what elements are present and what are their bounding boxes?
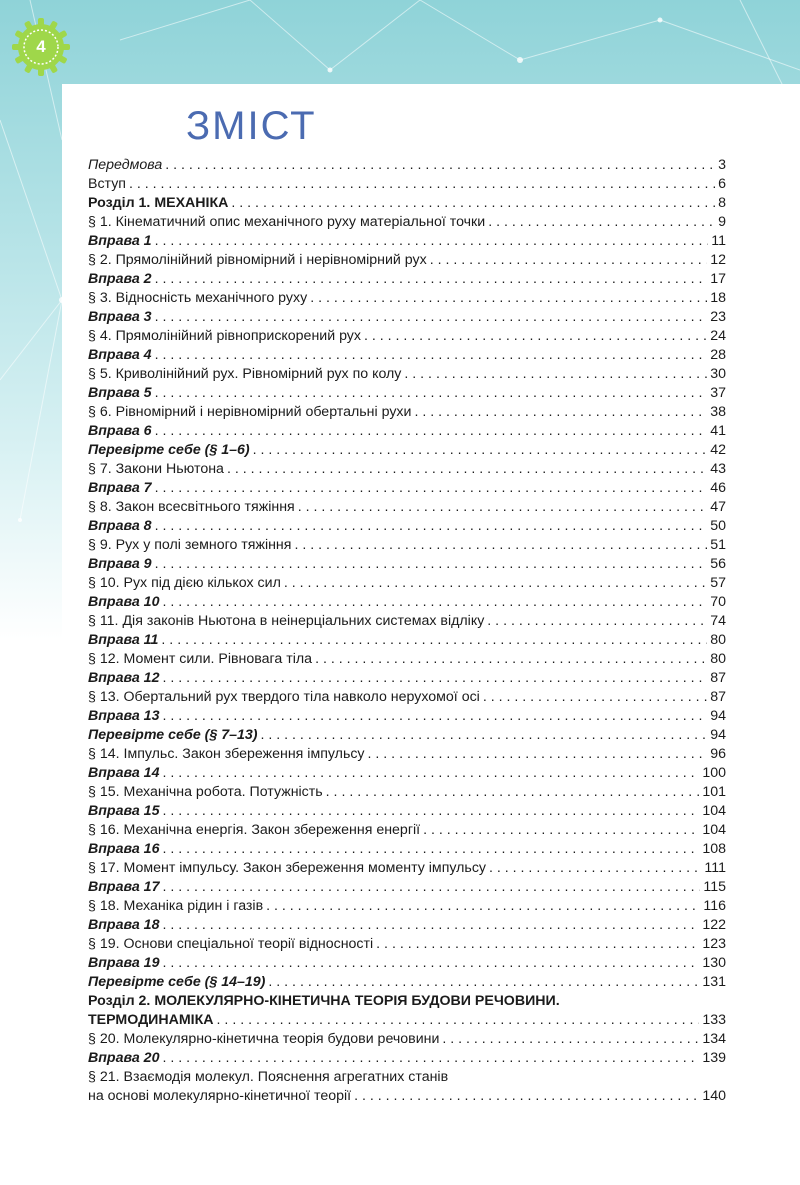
toc-section-heading[interactable] bbox=[88, 992, 726, 1011]
toc-entry-title: § 16. Механічна енергія. Закон збереження енергії bbox=[88, 822, 421, 838]
toc-entry-page: 42 bbox=[710, 442, 726, 458]
toc-entry[interactable] bbox=[88, 669, 726, 688]
toc-entry[interactable] bbox=[88, 935, 726, 954]
toc-entry-title: Перевірте себе (§ 1–6) bbox=[88, 442, 250, 458]
toc-entry-title: Вправа 18 bbox=[88, 917, 160, 933]
toc-entry-title: Вправа 6 bbox=[88, 423, 152, 439]
toc-entry[interactable] bbox=[88, 251, 726, 270]
toc-entry[interactable] bbox=[88, 973, 726, 992]
toc-entry-title: § 17. Момент імпульсу. Закон збереження моменту імпульсу bbox=[88, 860, 487, 876]
toc-leader-dots bbox=[129, 175, 715, 194]
toc-entry-page: 108 bbox=[702, 841, 726, 857]
toc-entry[interactable] bbox=[88, 175, 726, 194]
toc-entry-page: 11 bbox=[711, 233, 726, 249]
toc-entry[interactable] bbox=[88, 593, 726, 612]
toc-entry-title: § 15. Механічна робота. Потужність bbox=[88, 784, 323, 800]
toc-entry-page: 139 bbox=[702, 1050, 726, 1066]
toc-leader-dots bbox=[155, 232, 709, 251]
toc-entry-page: 111 bbox=[704, 860, 726, 876]
page-number-badge bbox=[10, 16, 72, 78]
toc-entry-page: 133 bbox=[702, 1012, 726, 1028]
toc-entry[interactable] bbox=[88, 821, 726, 840]
toc-entry-title: § 11. Дія законів Ньютона в неінерціальних системах відліку bbox=[88, 613, 485, 629]
toc-entry[interactable] bbox=[88, 802, 726, 821]
toc-entry-title: § 6. Рівномірний і нерівномірний обертальні рухи bbox=[88, 404, 412, 420]
toc-leader-dots bbox=[489, 859, 701, 878]
toc-leader-dots bbox=[266, 897, 700, 916]
toc-leader-dots bbox=[162, 916, 699, 935]
toc-entry-title: Вправа 9 bbox=[88, 556, 152, 572]
toc-entry-page: 43 bbox=[710, 461, 726, 477]
toc-entry-title-line1: § 21. Взаємодія молекул. Пояснення агрегатних станів bbox=[88, 1069, 449, 1085]
toc-leader-dots bbox=[155, 517, 708, 536]
toc-leader-dots bbox=[155, 384, 708, 403]
toc-entry-page: 9 bbox=[718, 214, 726, 230]
toc-entry-page: 94 bbox=[710, 708, 726, 724]
toc-leader-dots bbox=[155, 555, 708, 574]
toc-entry[interactable] bbox=[88, 612, 726, 631]
toc-entry[interactable] bbox=[88, 840, 726, 859]
toc-entry-page: 140 bbox=[702, 1088, 726, 1104]
toc-entry[interactable] bbox=[88, 878, 726, 897]
toc-entry[interactable] bbox=[88, 954, 726, 973]
toc-entry-page: 12 bbox=[710, 252, 726, 268]
toc-entry-page: 104 bbox=[702, 822, 726, 838]
toc-leader-dots bbox=[298, 498, 707, 517]
toc-entry-title: Розділ 1. МЕХАНІКА bbox=[88, 195, 229, 211]
toc-entry-title: Вправа 4 bbox=[88, 347, 152, 363]
toc-entry-page: 123 bbox=[702, 936, 726, 952]
toc-entry-page: 122 bbox=[702, 917, 726, 933]
toc-entry[interactable] bbox=[88, 365, 726, 384]
toc-entry[interactable] bbox=[88, 555, 726, 574]
toc-entry-title: Вправа 11 bbox=[88, 632, 159, 648]
toc-leader-dots bbox=[326, 783, 700, 802]
toc-entry-title: § 18. Механіка рідин і газів bbox=[88, 898, 264, 914]
toc-entry-page: 47 bbox=[710, 499, 726, 515]
toc-entry-page: 30 bbox=[710, 366, 726, 382]
toc-entry-page: 3 bbox=[718, 157, 726, 173]
page-number: 4 bbox=[36, 37, 46, 56]
toc-leader-dots bbox=[165, 156, 715, 175]
toc-leader-dots bbox=[162, 707, 707, 726]
toc-entry[interactable] bbox=[88, 213, 726, 232]
toc-entry[interactable] bbox=[88, 916, 726, 935]
toc-leader-dots bbox=[155, 479, 708, 498]
toc-entry-page: 101 bbox=[702, 784, 726, 800]
toc-entry-title: § 5. Криволінійний рух. Рівномірний рух по колу bbox=[88, 366, 402, 382]
toc-entry-title: Вправа 2 bbox=[88, 271, 152, 287]
toc-leader-dots bbox=[315, 650, 707, 669]
toc-entry[interactable] bbox=[88, 232, 726, 251]
toc-leader-dots bbox=[430, 251, 708, 270]
toc-entry[interactable] bbox=[88, 460, 726, 479]
toc-entry-title: Вправа 5 bbox=[88, 385, 152, 401]
toc-entry[interactable] bbox=[88, 441, 726, 460]
toc-entry[interactable] bbox=[88, 707, 726, 726]
toc-entry-title: Вправа 7 bbox=[88, 480, 152, 496]
toc-entry-title: Вправа 3 bbox=[88, 309, 152, 325]
toc-leader-dots bbox=[217, 1011, 700, 1030]
toc-entry[interactable] bbox=[88, 517, 726, 536]
toc-leader-dots bbox=[227, 460, 707, 479]
toc-leader-dots bbox=[483, 688, 707, 707]
toc-entry[interactable] bbox=[88, 327, 726, 346]
toc-entry[interactable] bbox=[88, 650, 726, 669]
toc-leader-dots bbox=[162, 954, 699, 973]
toc-entry-page: 23 bbox=[710, 309, 726, 325]
toc-leader-dots bbox=[487, 612, 707, 631]
toc-entry-page: 116 bbox=[703, 898, 726, 914]
toc-entry-title-line2: на основі молекулярно-кінетичної теорії bbox=[88, 1088, 352, 1104]
toc-entry-cont[interactable] bbox=[88, 1087, 726, 1106]
toc-leader-dots bbox=[155, 308, 708, 327]
toc-entry-page: 46 bbox=[710, 480, 726, 496]
toc-entry-title: § 9. Рух у полі земного тяжіння bbox=[88, 537, 292, 553]
toc-entry-title: Вправа 16 bbox=[88, 841, 160, 857]
toc-leader-dots bbox=[261, 726, 708, 745]
toc-entry-page: 18 bbox=[710, 290, 726, 306]
toc-entry-title: § 12. Момент сили. Рівновага тіла bbox=[88, 651, 313, 667]
page-title: ЗМІСТ bbox=[186, 104, 317, 148]
toc-leader-dots bbox=[442, 1030, 699, 1049]
toc-entry-page: 130 bbox=[702, 955, 726, 971]
toc-leader-dots bbox=[364, 327, 707, 346]
toc-leader-dots bbox=[423, 821, 699, 840]
toc-entry[interactable] bbox=[88, 1049, 726, 1068]
toc-leader-dots bbox=[404, 365, 707, 384]
toc-entry[interactable] bbox=[88, 346, 726, 365]
toc-entry[interactable] bbox=[88, 403, 726, 422]
toc-entry-page: 96 bbox=[710, 746, 726, 762]
toc-leader-dots bbox=[231, 194, 715, 213]
toc-entry-page: 115 bbox=[703, 879, 726, 895]
toc-entry[interactable] bbox=[88, 156, 726, 175]
toc-entry-title: Вправа 1 bbox=[88, 233, 152, 249]
toc-entry-title: § 19. Основи спеціальної теорії відносності bbox=[88, 936, 374, 952]
toc-leader-dots bbox=[155, 270, 708, 289]
toc-leader-dots bbox=[161, 631, 707, 650]
toc-entry-title: Вправа 19 bbox=[88, 955, 160, 971]
toc-entry[interactable] bbox=[88, 897, 726, 916]
toc-entry-page: 8 bbox=[718, 195, 726, 211]
toc-entry-title: Вступ bbox=[88, 176, 126, 192]
toc-entry-page: 87 bbox=[710, 689, 726, 705]
toc-entry-page: 134 bbox=[702, 1031, 726, 1047]
toc-entry-page: 38 bbox=[710, 404, 726, 420]
toc-entry[interactable] bbox=[88, 1030, 726, 1049]
toc-entry-title: § 10. Рух під дією кількох сил bbox=[88, 575, 281, 591]
toc-entry-title: § 20. Молекулярно-кінетична теорія будови речовини bbox=[88, 1031, 440, 1047]
toc-leader-dots bbox=[155, 422, 708, 441]
toc-entry[interactable] bbox=[88, 422, 726, 441]
toc-leader-dots bbox=[414, 403, 707, 422]
toc-section-title-line2: ТЕРМОДИНАМІКА bbox=[88, 1012, 214, 1028]
toc-entry[interactable] bbox=[88, 688, 726, 707]
toc-entry[interactable] bbox=[88, 745, 726, 764]
toc-entry-page: 56 bbox=[710, 556, 726, 572]
toc-entry[interactable] bbox=[88, 289, 726, 308]
toc-entry-page: 87 bbox=[710, 670, 726, 686]
toc-leader-dots bbox=[354, 1087, 699, 1106]
toc-entry-page: 80 bbox=[710, 632, 726, 648]
toc-entry-page: 74 bbox=[710, 613, 726, 629]
toc-entry[interactable] bbox=[88, 764, 726, 783]
toc-leader-dots bbox=[294, 536, 707, 555]
toc-entry-page: 57 bbox=[710, 575, 726, 591]
toc-entry-page: 94 bbox=[710, 727, 726, 743]
toc-entry-title: Вправа 14 bbox=[88, 765, 160, 781]
toc-leader-dots bbox=[253, 441, 708, 460]
toc-entry-title: Вправа 15 bbox=[88, 803, 160, 819]
toc-entry[interactable] bbox=[88, 859, 726, 878]
toc-entry[interactable] bbox=[88, 783, 726, 802]
table-of-contents bbox=[88, 156, 726, 1106]
toc-entry[interactable] bbox=[88, 631, 726, 650]
toc-entry-title: Передмова bbox=[88, 157, 163, 173]
toc-entry[interactable] bbox=[88, 498, 726, 517]
toc-entry-title: § 14. Імпульс. Закон збереження імпульсу bbox=[88, 746, 365, 762]
toc-entry-title: § 8. Закон всесвітнього тяжіння bbox=[88, 499, 295, 515]
toc-leader-dots bbox=[162, 669, 707, 688]
toc-entry-page: 37 bbox=[710, 385, 726, 401]
toc-leader-dots bbox=[376, 935, 699, 954]
toc-entry-page: 17 bbox=[710, 271, 726, 287]
toc-entry-page: 100 bbox=[702, 765, 726, 781]
toc-entry-page: 51 bbox=[710, 537, 726, 553]
toc-entry-title: § 13. Обертальний рух твердого тіла навколо нерухомої осі bbox=[88, 689, 480, 705]
toc-leader-dots bbox=[162, 593, 707, 612]
toc-entry[interactable] bbox=[88, 726, 726, 745]
toc-entry-page: 80 bbox=[710, 651, 726, 667]
toc-entry[interactable] bbox=[88, 1068, 726, 1087]
toc-section-heading-cont[interactable] bbox=[88, 1011, 726, 1030]
toc-leader-dots bbox=[368, 745, 708, 764]
toc-leader-dots bbox=[162, 878, 700, 897]
toc-entry-page: 28 bbox=[710, 347, 726, 363]
toc-leader-dots bbox=[162, 1049, 699, 1068]
toc-leader-dots bbox=[268, 973, 699, 992]
toc-entry-title: § 2. Прямолінійний рівномірний і нерівномірний рух bbox=[88, 252, 427, 268]
toc-entry-title: Вправа 17 bbox=[88, 879, 160, 895]
toc-entry[interactable] bbox=[88, 384, 726, 403]
toc-entry-title: § 7. Закони Ньютона bbox=[88, 461, 224, 477]
toc-entry-title: Вправа 13 bbox=[88, 708, 160, 724]
toc-entry-title: Вправа 20 bbox=[88, 1050, 160, 1066]
toc-entry-page: 24 bbox=[710, 328, 726, 344]
toc-entry-title: Вправа 12 bbox=[88, 670, 160, 686]
toc-entry[interactable] bbox=[88, 194, 726, 213]
toc-entry-title: Перевірте себе (§ 7–13) bbox=[88, 727, 258, 743]
toc-entry-page: 41 bbox=[710, 423, 726, 439]
toc-leader-dots bbox=[155, 346, 708, 365]
toc-entry-title: Вправа 10 bbox=[88, 594, 160, 610]
toc-section-title-line1: Розділ 2. МОЛЕКУЛЯРНО-КІНЕТИЧНА ТЕОРІЯ БУДОВИ РЕЧОВИНИ. bbox=[88, 993, 560, 1009]
toc-entry-title: Вправа 8 bbox=[88, 518, 152, 534]
toc-entry-title: Перевірте себе (§ 14–19) bbox=[88, 974, 266, 990]
toc-entry-page: 104 bbox=[702, 803, 726, 819]
toc-entry-page: 70 bbox=[710, 594, 726, 610]
toc-entry[interactable] bbox=[88, 574, 726, 593]
toc-entry-title: § 1. Кінематичний опис механічного руху матеріальної точки bbox=[88, 214, 486, 230]
toc-leader-dots bbox=[488, 213, 715, 232]
toc-entry-page: 50 bbox=[710, 518, 726, 534]
toc-leader-dots bbox=[162, 840, 699, 859]
toc-leader-dots bbox=[284, 574, 707, 593]
toc-leader-dots bbox=[162, 802, 699, 821]
toc-entry-page: 131 bbox=[702, 974, 726, 990]
toc-entry[interactable] bbox=[88, 536, 726, 555]
toc-entry[interactable] bbox=[88, 308, 726, 327]
toc-entry[interactable] bbox=[88, 270, 726, 289]
toc-entry[interactable] bbox=[88, 479, 726, 498]
toc-entry-title: § 3. Відносність механічного руху bbox=[88, 290, 308, 306]
toc-leader-dots bbox=[162, 764, 699, 783]
toc-entry-page: 6 bbox=[718, 176, 726, 192]
toc-entry-title: § 4. Прямолінійний рівноприскорений рух bbox=[88, 328, 361, 344]
toc-leader-dots bbox=[310, 289, 707, 308]
